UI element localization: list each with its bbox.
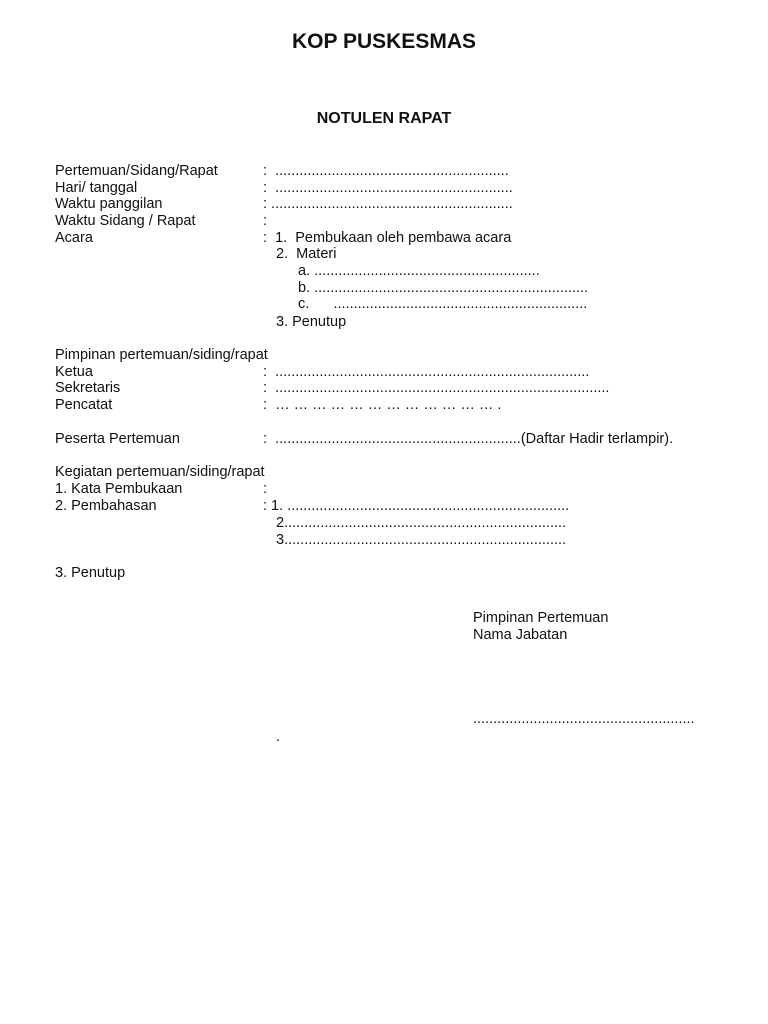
session-time-label: Waktu Sidang / Rapat [55,213,196,229]
secretary-label: Sekretaris [55,380,121,396]
note-taker-value: : … … … … … … … … … … … … . [263,397,502,413]
agenda-item-2c: c. ............................................................... [298,296,588,312]
activities-heading: Kegiatan pertemuan/siding/rapat [55,464,265,480]
closing-label: 3. Penutup [55,565,126,581]
participants-label: Peserta Pertemuan [55,431,180,447]
meeting-value: : .......................................................... [263,163,509,179]
agenda-item-2b: b. .................................................................... [298,280,589,296]
secretary-value: : ................................................................................... [263,380,610,396]
leadership-heading: Pimpinan pertemuan/siding/rapat [55,347,268,363]
signature-line: ....................................................... [473,711,695,727]
agenda-label: Acara [55,230,93,246]
call-time-value: : ............................................................ [263,196,513,212]
opening-remarks-label: 1. Kata Pembukaan [55,481,183,497]
signature-position: Nama Jabatan [473,627,568,643]
document-title: NOTULEN RAPAT [316,110,452,127]
chair-value: : .............................................................................. [263,364,590,380]
call-time-label: Waktu panggilan [55,196,163,212]
agenda-item-3: 3. Penutup [276,314,347,330]
session-time-value: : [263,213,268,229]
discussion-item-2: 2...................................................................... [276,515,567,531]
discussion-item-1: : 1. ...................................................................... [263,498,570,514]
agenda-item-2: 2. Materi [276,246,337,262]
meeting-label: Pertemuan/Sidang/Rapat [55,163,218,179]
date-value: : ........................................................... [263,180,513,196]
discussion-item-3: 3...................................................................... [276,532,567,548]
participants-value: : .............................................................(Daftar Hadir terlampir). [263,431,674,447]
opening-remarks-value: : [263,481,268,497]
trailing-mark: . [276,729,281,745]
agenda-item-1: : 1. Pembukaan oleh pembawa acara [263,230,512,246]
agenda-item-2a: a. ........................................................ [298,263,540,279]
note-taker-label: Pencatat [55,397,113,413]
signature-role: Pimpinan Pertemuan [473,610,609,626]
date-label: Hari/ tanggal [55,180,138,196]
letterhead-title: KOP PUSKESMAS [292,30,476,53]
chair-label: Ketua [55,364,93,380]
discussion-label: 2. Pembahasan [55,498,157,514]
